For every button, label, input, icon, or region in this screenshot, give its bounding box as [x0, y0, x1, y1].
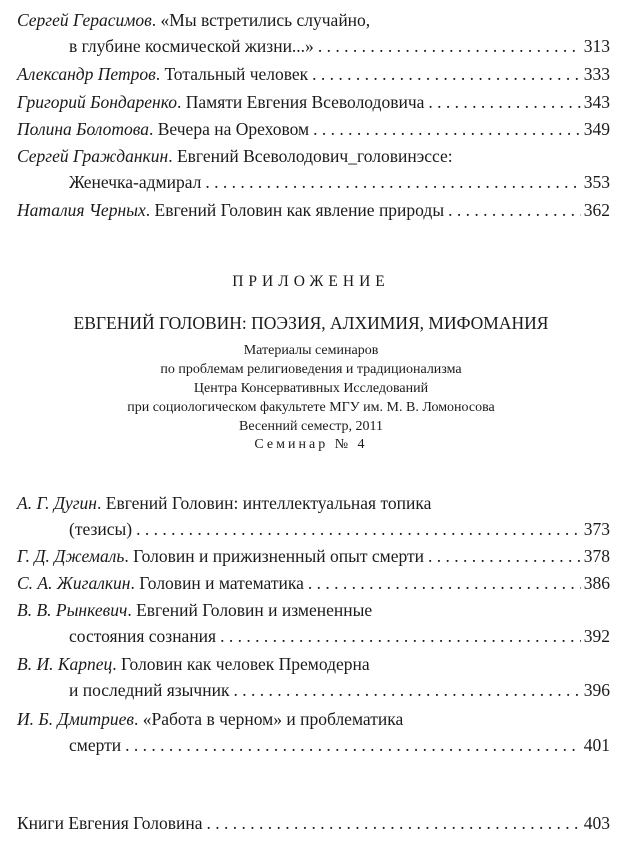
- entry-title: Евгений Головин как явление природы: [154, 200, 445, 220]
- dot-leader: [428, 89, 580, 115]
- entry-page: 378: [583, 546, 610, 566]
- dot-leader: [448, 197, 581, 223]
- entry-title: Тотальный человек: [164, 64, 309, 84]
- entry-page: 403: [583, 813, 610, 833]
- entry-title: «Работа в черном» и проблематика: [142, 709, 404, 729]
- appendix-subtitle-line: по проблемам религиоведения и традиционализма: [160, 362, 462, 377]
- entry-page: 353: [583, 172, 610, 192]
- entry-author: С. А. Жигалкин: [17, 573, 131, 593]
- entry-title: Памяти Евгения Всеволодовича: [185, 92, 425, 112]
- entry-author: Александр Петров: [17, 64, 156, 84]
- entry-author: Г. Д. Джемаль: [17, 546, 125, 566]
- entry-page: 313: [583, 36, 610, 56]
- entry-author: Сергей Герасимов: [17, 10, 152, 30]
- dot-leader: [205, 169, 580, 195]
- toc-entry: Александр Петров . Тотальный человек . . . 333: [17, 61, 610, 87]
- entry-author: Наталия Черных: [17, 200, 146, 220]
- seminar-label: Семинар № 4: [254, 437, 368, 452]
- appendix-subtitle-line: при социологическом факультете МГУ им. М. В. Ломоносова: [127, 400, 495, 415]
- entry-title-cont: и последний язычник: [69, 680, 230, 700]
- entry-title: Головин и математика: [139, 573, 304, 593]
- entry-title-cont: Женечка-адмирал: [69, 172, 202, 192]
- toc-entry: [17, 810, 610, 836]
- dot-leader: [318, 33, 581, 59]
- entry-page: 401: [583, 735, 610, 755]
- entry-page: 343: [583, 92, 610, 112]
- entry-page: 392: [583, 626, 610, 646]
- entry-title-cont: (тезисы): [69, 519, 133, 539]
- toc-entry: В. В. Рынкевич . Евгений Головин и измененные состояния сознания . . . 392: [17, 597, 610, 649]
- entry-title: Евгений Головин и измененные: [136, 600, 373, 620]
- entry-title: Евгений Головин: интеллектуальная топика: [105, 493, 432, 513]
- appendix-heading: ПРИЛОЖЕНИЕ: [232, 273, 390, 290]
- dot-leader: [312, 61, 581, 87]
- toc-entry: В. И. Карпец . Головин как человек Премодерна и последний язычник . . . 396: [17, 651, 610, 703]
- toc-entry: Сергей Герасимов . «Мы встретились случайно, в глубине космической жизни...» . . . 313: [17, 7, 610, 59]
- entry-page: 333: [583, 64, 610, 84]
- dot-leader: [233, 677, 580, 703]
- appendix-subtitle-line: Материалы семинаров: [243, 343, 379, 358]
- entry-page: 386: [583, 573, 610, 593]
- toc-entry: Полина Болотова . Вечера на Ореховом . . . 349: [17, 116, 610, 142]
- dot-leader: [220, 623, 581, 649]
- toc-entry: Григорий Бондаренко . Памяти Евгения Всеволодовича . . . 343: [17, 89, 610, 115]
- toc-entry: Наталия Черных . Евгений Головин как явление природы . . . 362: [17, 197, 610, 223]
- entry-author: Григорий Бондаренко: [17, 92, 177, 112]
- dot-leader: [125, 732, 581, 758]
- entry-page: 349: [583, 119, 610, 139]
- entry-page: 362: [583, 200, 610, 220]
- dot-leader: [207, 810, 581, 836]
- entry-page: 373: [583, 519, 610, 539]
- entry-title-cont: смерти: [69, 735, 122, 755]
- entry-author: В. И. Карпец: [17, 654, 113, 674]
- entry-author: А. Г. Дугин: [17, 493, 97, 513]
- appendix-subtitle-line: Весенний семестр, 2011: [239, 419, 383, 434]
- dot-leader: [308, 570, 581, 596]
- entry-title: Головин как человек Премодерна: [120, 654, 370, 674]
- dot-leader: [136, 516, 581, 542]
- entry-author: В. В. Рынкевич: [17, 600, 128, 620]
- toc-entry: Сергей Гражданкин . Евгений Всеволодович_головинэссе: Женечка-адмирал . . . 353: [17, 143, 610, 195]
- toc-entry: И. Б. Дмитриев . «Работа в черном» и проблематика смерти . . . 401: [17, 706, 610, 758]
- toc-entry: С. А. Жигалкин . Головин и математика . . . 386: [17, 570, 610, 596]
- toc-entry: А. Г. Дугин . Евгений Головин: интеллектуальная топика (тезисы) . . . 373: [17, 490, 610, 542]
- appendix-title: ЕВГЕНИЙ ГОЛОВИН: ПОЭЗИЯ, АЛХИМИЯ, МИФОМАНИЯ: [73, 313, 549, 333]
- dot-leader: [313, 116, 581, 142]
- entry-author: Полина Болотова: [17, 119, 149, 139]
- toc-entry: Г. Д. Джемаль . Головин и прижизненный опыт смерти . . . 378: [17, 543, 610, 569]
- entry-title: Книги Евгения Головина: [17, 813, 203, 833]
- entry-title: Вечера на Ореховом: [157, 119, 310, 139]
- entry-title: «Мы встретились случайно,: [160, 10, 371, 30]
- dot-leader: [428, 543, 581, 569]
- entry-author: И. Б. Дмитриев: [17, 709, 135, 729]
- entry-title-cont: состояния сознания: [69, 626, 217, 646]
- entry-title-cont: в глубине космической жизни...»: [69, 36, 314, 56]
- entry-author: Сергей Гражданкин: [17, 146, 169, 166]
- entry-page: 396: [583, 680, 610, 700]
- entry-title: Головин и прижизненный опыт смерти: [133, 546, 424, 566]
- entry-title: Евгений Всеволодович_головинэссе:: [176, 146, 453, 166]
- appendix-subtitle-line: Центра Консервативных Исследований: [193, 381, 429, 396]
